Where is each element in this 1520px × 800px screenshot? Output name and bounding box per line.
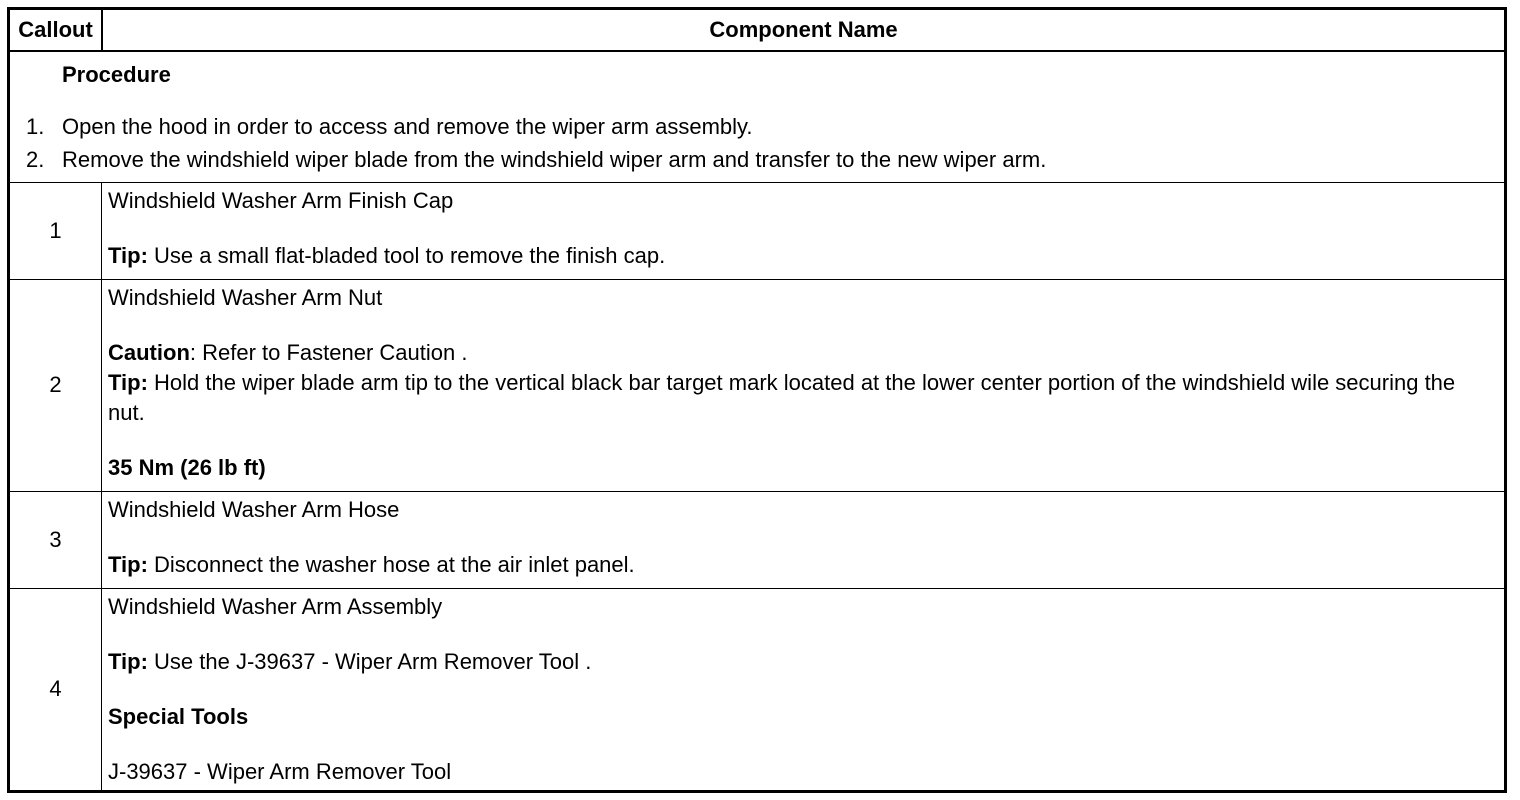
callout-header: Callout: [10, 10, 103, 50]
row-content: [102, 491, 1504, 588]
step-number: 1.: [26, 114, 45, 139]
component-name-header: Component Name: [709, 17, 898, 42]
table-row: [10, 182, 1504, 280]
step-number: 2.: [26, 147, 45, 172]
step-text: Open the hood in order to access and remove the wiper arm assembly.: [62, 114, 753, 139]
tip-line: [108, 368, 1496, 428]
tip-text: Use the J-39637 - Wiper Arm Remover Tool .: [147, 649, 592, 674]
procedure-title: Procedure: [62, 62, 171, 87]
tip-label: Tip:: [108, 552, 148, 577]
row-content: [102, 588, 1504, 790]
table-header: [10, 10, 1504, 52]
caution-text: : Refer to Fastener Caution .: [189, 340, 468, 365]
tip-text: Disconnect the washer hose at the air inlet panel.: [147, 552, 635, 577]
caution-label: Caution: [108, 340, 190, 365]
tip-line: [108, 647, 1496, 677]
special-tools-label: Special Tools: [108, 704, 249, 729]
component-name: Windshield Washer Arm Hose: [108, 497, 400, 522]
tip-text: Use a small flat-bladed tool to remove the finish cap.: [147, 243, 666, 268]
tip-label: Tip:: [108, 243, 148, 268]
callout-number: 3: [10, 491, 102, 588]
component-name: Windshield Washer Arm Assembly: [108, 594, 443, 619]
row-content: [102, 279, 1504, 491]
special-tool-item: J-39637 - Wiper Arm Remover Tool: [108, 759, 452, 784]
tip-label: Tip:: [108, 649, 148, 674]
step-text: Remove the windshield wiper blade from the windshield wiper arm and transfer to the new wiper arm.: [62, 147, 1047, 172]
table-row: [10, 279, 1504, 492]
procedure-step: [26, 147, 1046, 173]
procedure-section: [10, 52, 1504, 183]
row-content: [102, 182, 1504, 279]
tip-line: [108, 550, 1496, 580]
caution-line: [108, 338, 1496, 368]
component-table: [7, 7, 1507, 793]
callout-number: 4: [10, 588, 102, 790]
callout-number: 2: [10, 279, 102, 491]
torque-spec: 35 Nm (26 lb ft): [108, 455, 266, 480]
callout-number: 1: [10, 182, 102, 279]
tip-line: [108, 241, 1496, 271]
tip-text: Hold the wiper blade arm tip to the vertical black bar target mark located at the lower center portion of the windshield wile securing the nut.: [108, 370, 1456, 425]
table-row: [10, 491, 1504, 589]
component-name: Windshield Washer Arm Finish Cap: [108, 188, 454, 213]
procedure-step: [26, 114, 753, 140]
table-row: [10, 588, 1504, 790]
component-name: Windshield Washer Arm Nut: [108, 285, 383, 310]
tip-label: Tip:: [108, 370, 148, 395]
